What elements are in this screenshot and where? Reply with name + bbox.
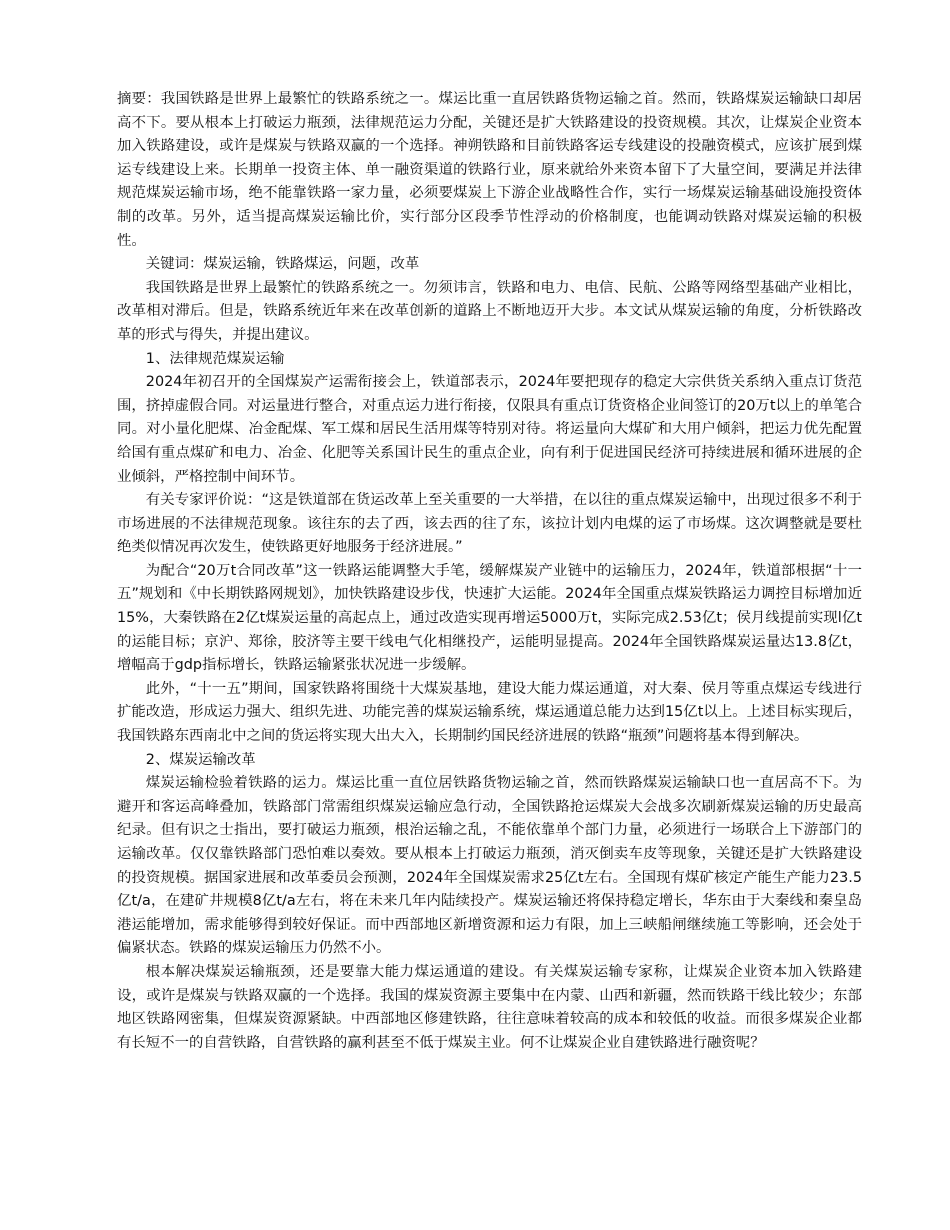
- body-paragraph: 煤炭运输检验着铁路的运力。煤运比重一直位居铁路货物运输之首，然而铁路煤炭运输缺口也一直居高不下。为避开和客运高峰叠加，铁路部门常需组织煤炭运输应急行动，全国铁路抢运煤炭大会战多次刷新煤炭运输的历史最高纪录。但有识之士指出，要打破运力瓶颈，根治运输之乱，不能依靠单个部门力量，必须进行一场联合上下游部门的运输改革。仅仅靠铁路部门恐怕难以奏效。要从根本上打破运力瓶颈，消灭倒卖车皮等现象，关键还是扩大铁路建设的投资规模。据国家进展和改革委员会预测，2024年全国煤炭需求25亿t左右。全国现有煤矿核定产能生产能力23.5亿t/a，在建矿井规模8亿t/a左右，将在未来几年内陆续投产。煤炭运输还将保持稳定增长，华东由于大秦线和秦皇岛港运能增加，需求能够得到较好保证。而中西部地区新增资源和运力有限，加上三峡船闸继续施工等影响，还会处于偏紧状态。铁路的煤炭运输压力仍然不小。: [117, 775, 862, 957]
- section-heading-legal-regulation: 1、法律规范煤炭运输: [145, 350, 285, 367]
- intro-paragraph: 我国铁路是世界上最繁忙的铁路系统之一。勿须讳言，铁路和电力、电信、民航、公路等网络型基础产业相比，改革相对滞后。但是，铁路系统近年来在改革创新的道路上不断地迈开大步。本文试从煤炭运输的角度，分析铁路改革的形式与得失，并提出建议。: [117, 279, 862, 343]
- body-paragraph: 2024年初召开的全国煤炭产运需衔接会上，铁道部表示，2024年要把现存的稳定大宗供货关系纳入重点订货范围，挤掉虚假合同。对运量进行整合，对重点运力进行衔接，仅限具有重点订货资格企业间签订的20万t以上的单笔合同。对小量化肥煤、冶金配煤、军工煤和居民生活用煤等特别对待。将运量向大煤矿和大用户倾斜，把运力优先配置给国有重点煤矿和电力、冶金、化肥等关系国计民生的重点企业，向有利于促进国民经济可持续进展和循环进展的企业倾斜，严格控制中间环节。: [117, 374, 862, 485]
- keywords-line: 关键词：煤炭运输，铁路煤运，问题，改革: [145, 256, 420, 273]
- section-heading-coal-transport-reform: 2、煤炭运输改革: [145, 751, 256, 768]
- document-body: [117, 88, 862, 1055]
- abstract-paragraph: 摘要：我国铁路是世界上最繁忙的铁路系统之一。煤运比重一直居铁路货物运输之首。然而，铁路煤炭运输缺口却居高不下。要从根本上打破运力瓶颈，法律规范运力分配，关键还是扩大铁路建设的投资规模。其次，让煤炭企业资本加入铁路建设，或许是煤炭与铁路双赢的一个选择。神朔铁路和目前铁路客运专线建设的投融资模式，应该扩展到煤运专线建设上来。长期单一投资主体、单一融资渠道的铁路行业，原来就给外来资本留下了大量空间，要满足并法律规范煤炭运输市场，绝不能靠铁路一家力量，必须要煤炭上下游企业战略性合作，实行一场煤炭运输基础设施投资体制的改革。另外，适当提高煤炭运输比价，实行部分区段季节性浮动的价格制度，也能调动铁路对煤炭运输的积极性。: [117, 91, 862, 249]
- body-paragraph: 有关专家评价说：“这是铁道部在货运改革上至关重要的一大举措，在以往的重点煤炭运输中，出现过很多不利于市场进展的不法律规范现象。该往东的去了西，该去西的往了东，该拉计划内电煤的运了市场煤。这次调整就是要杜绝类似情况再次发生，使铁路更好地服务于经济进展。”: [117, 492, 862, 556]
- body-paragraph: 为配合“20万t合同改革”这一铁路运能调整大手笔，缓解煤炭产业链中的运输压力，2024年，铁道部根据“十一五”规划和《中长期铁路网规划》，加快铁路建设步伐，快速扩大运能。2024年全国重点煤炭铁路运力调控目标增加近15%，大秦铁路在2亿t煤炭运量的高起点上，通过改造实现再增运5000万t，实际完成2.53亿t；侯月线提前实现l亿t的运能目标；京沪、郑徐，胶济等主要干线电气化相继投产，运能明显提高。2024年全国铁路煤炭运量达13.8亿t，增幅高于gdp指标增长，铁路运输紧张状况进一步缓解。: [117, 562, 862, 674]
- body-paragraph: 此外，“十一五”期间，国家铁路将围绕十大煤炭基地，建设大能力煤运通道，对大秦、侯月等重点煤运专线进行扩能改造，形成运力强大、组织先进、功能完善的煤炭运输系统，煤运通道总能力达到15亿t以上。上述目标实现后，我国铁路东西南北中之间的货运将实现大出大入，长期制约国民经济进展的铁路“瓶颈”问题将基本得到解决。: [117, 680, 862, 745]
- body-paragraph: 根本解决煤炭运输瓶颈，还是要靠大能力煤运通道的建设。有关煤炭运输专家称，让煤炭企业资本加入铁路建设，或许是煤炭与铁路双赢的一个选择。我国的煤炭资源主要集中在内蒙、山西和新疆，然而铁路干线比较少；东部地区铁路网密集，但煤炭资源紧缺。中西部地区修建铁路，往往意味着较高的成本和较低的收益。而很多煤炭企业都有长短不一的自营铁路，自营铁路的赢利甚至不低于煤炭主业。何不让煤炭企业自建铁路进行融资呢？: [117, 963, 862, 1051]
